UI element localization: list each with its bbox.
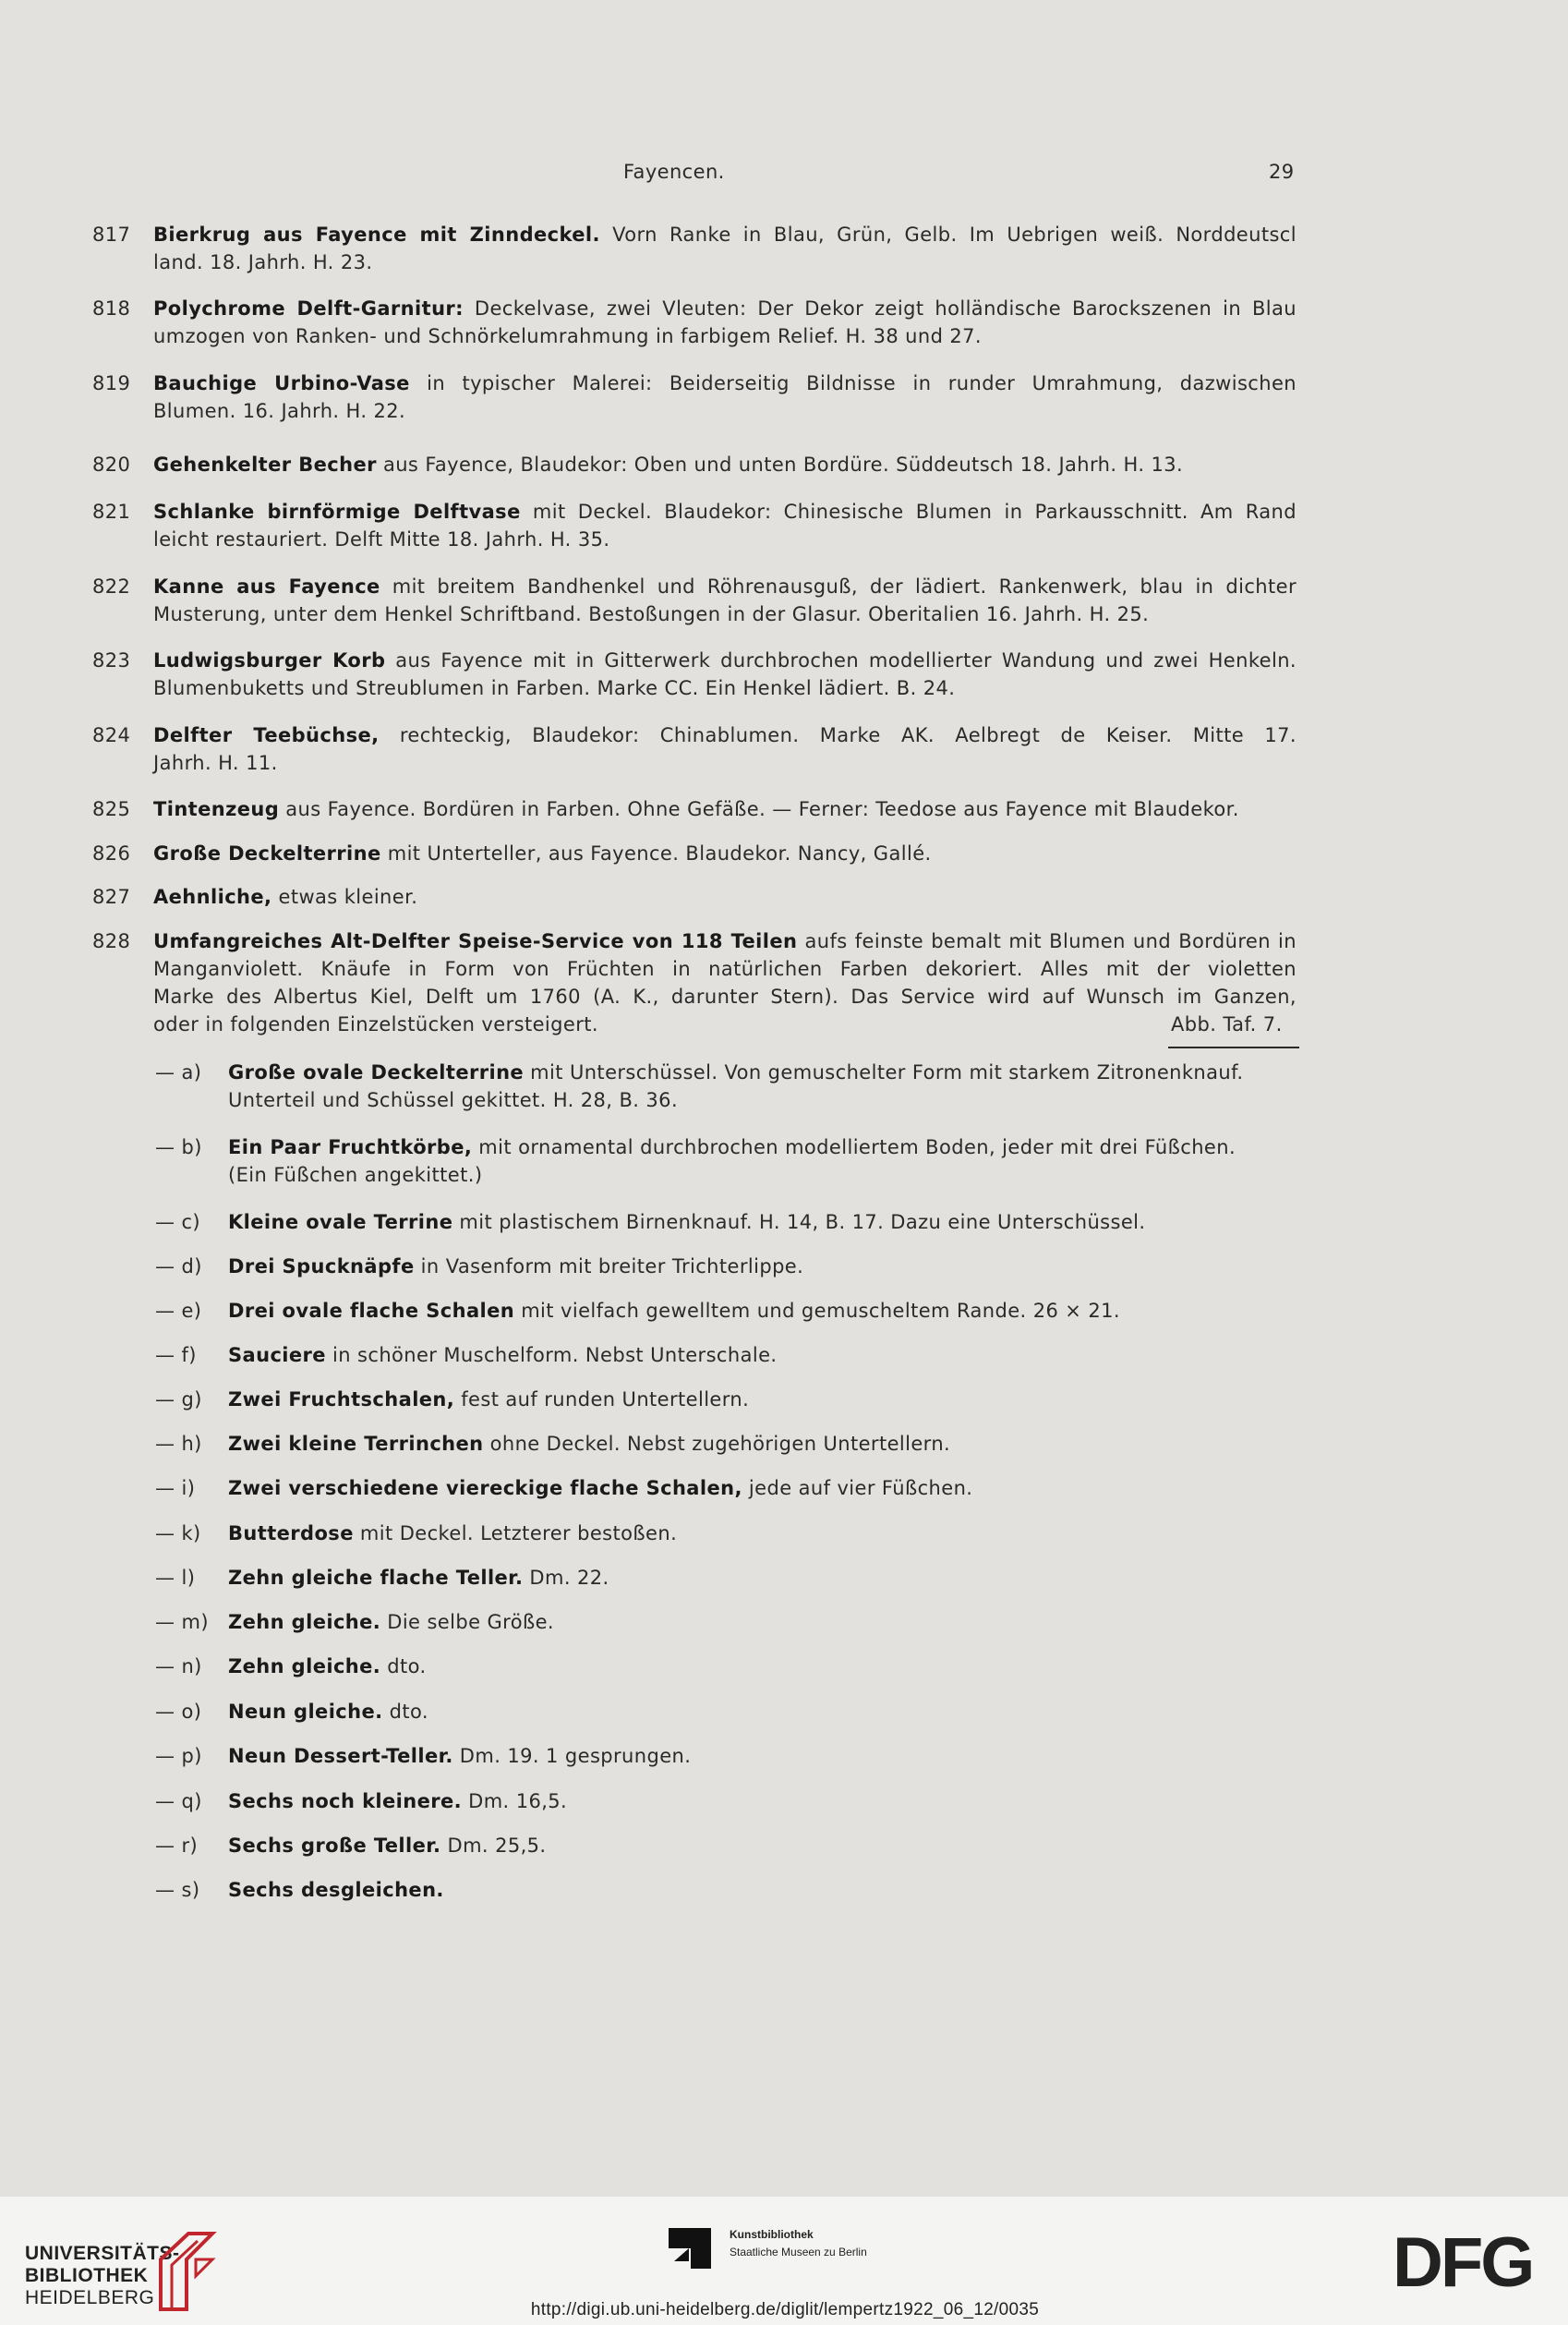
entry-title: Tintenzeug: [153, 798, 280, 820]
kunstbibliothek-title: Kunstbibliothek: [730, 2228, 814, 2241]
entry-title: Bierkrug aus Fayence mit Zinndeckel.: [153, 224, 600, 246]
subitem-marker: — i): [155, 1477, 196, 1499]
kunstbibliothek-logo-icon: [669, 2228, 711, 2269]
entry-description: aus Fayence, Blaudekor: Oben und unten Bordüre. Süddeutsch 18. Jahrh. H. 13.: [376, 454, 1184, 476]
subitem-marker: — c): [155, 1211, 201, 1233]
entry-number: 826: [92, 842, 131, 865]
entry-first-line: [153, 221, 1297, 248]
subitem-marker: — k): [155, 1522, 201, 1544]
entry-first-line: [153, 451, 1183, 478]
subitem-marker: — m): [155, 1611, 209, 1633]
subitem-title: Butterdose: [228, 1522, 354, 1544]
entry-title: Polychrome Delft-Garnitur:: [153, 297, 464, 320]
entry-description: Deckelvase, zwei Vleuten: Der Dekor zeigt holländische Barockszenen in Blau: [463, 297, 1297, 320]
entry-continuation-line: umzogen von Ranken- und Schnörkelumrahmung in farbigem Relief. H. 38 und 27.: [153, 325, 982, 347]
subitem-first-line: [228, 1386, 749, 1413]
entry-description: in typischer Malerei: Beiderseitig Bildnisse in runder Umrahmung, dazwischen: [409, 372, 1297, 394]
entry-title: Gehenkelter Becher: [153, 454, 377, 476]
university-library-city: HEIDELBERG: [25, 2287, 155, 2308]
subitem-description: mit plastischem Birnenknauf. H. 14, B. 17. Dazu eine Unterschüssel.: [452, 1211, 1146, 1233]
entry-number: 828: [92, 930, 131, 952]
subitem-first-line: [228, 1474, 972, 1502]
subitem-title: Zwei kleine Terrinchen: [228, 1433, 484, 1455]
subitem-description: mit Deckel. Letzterer bestoßen.: [353, 1522, 678, 1544]
subitem-continuation-line: Unterteil und Schüssel gekittet. H. 28, B. 36.: [228, 1089, 679, 1111]
subitem-marker: — a): [155, 1061, 202, 1084]
entry-number: 817: [92, 224, 131, 246]
subitem-title: Sechs noch kleinere.: [228, 1790, 463, 1812]
subitem-description: mit Unterschüssel. Von gemuschelter Form mit starkem Zitronenknauf.: [524, 1061, 1244, 1084]
entry-continuation-line: Jahrh. H. 11.: [153, 752, 278, 774]
entry-first-line: [153, 647, 1297, 674]
subitem-description: jede auf vier Füßchen.: [742, 1477, 973, 1499]
entry-description: etwas kleiner.: [271, 886, 418, 908]
source-url-link[interactable]: http://digi.ub.uni-heidelberg.de/diglit/lempertz1922_06_12/0035: [530, 2300, 1040, 2319]
entry-title: Aehnliche,: [153, 886, 272, 908]
subitem-title: Ein Paar Fruchtkörbe,: [228, 1136, 473, 1158]
subitem-description: dto.: [382, 1701, 428, 1723]
entry-number: 823: [92, 649, 131, 672]
entry-continuation-line: Marke des Albertus Kiel, Delft um 1760 (A. K., darunter Stern). Das Service wird auf Wunsch im Ganzen,: [153, 986, 1297, 1008]
entry-first-line: [153, 369, 1297, 397]
entry-continuation-line: Manganviolett. Knäufe in Form von Früchten in natürlichen Farben dekoriert. Alles mit der violetten: [153, 958, 1297, 980]
figure-reference-underline: [1168, 1047, 1299, 1048]
entry-title: Kanne aus Fayence: [153, 575, 380, 598]
subitem-title: Sauciere: [228, 1344, 326, 1366]
subitem-title: Große ovale Deckelterrine: [228, 1061, 525, 1084]
entry-continuation-line: land. 18. Jahrh. H. 23.: [153, 251, 373, 273]
page-number: 29: [1269, 161, 1295, 183]
subitem-first-line: [228, 1698, 428, 1726]
subitem-first-line: [228, 1253, 803, 1280]
entry-first-line: [153, 721, 1297, 749]
entry-continuation-line: oder in folgenden Einzelstücken versteigert.: [153, 1013, 598, 1035]
subitem-first-line: [228, 1564, 609, 1592]
entry-number: 820: [92, 454, 131, 476]
entry-title: Große Deckelterrine: [153, 842, 381, 865]
subitem-title: Zehn gleiche flache Teller.: [228, 1567, 524, 1589]
subitem-title: Sechs desgleichen.: [228, 1879, 444, 1901]
subitem-marker: — s): [155, 1879, 200, 1901]
subitem-first-line: [228, 1832, 547, 1859]
subitem-description: dto.: [380, 1655, 427, 1677]
footer-bar: [0, 2197, 1568, 2325]
subitem-marker: — f): [155, 1344, 197, 1366]
subitem-first-line: [228, 1297, 1120, 1325]
entry-title: Umfangreiches Alt-Delfter Speise-Service von 118 Teilen: [153, 930, 798, 952]
subitem-description: fest auf runden Untertellern.: [454, 1388, 750, 1411]
subitem-description: Dm. 19. 1 gesprungen.: [452, 1745, 692, 1767]
subitem-title: Zehn gleiche.: [228, 1655, 381, 1677]
subitem-marker: — g): [155, 1388, 202, 1411]
entry-title: Ludwigsburger Korb: [153, 649, 386, 672]
entry-number: 818: [92, 297, 131, 320]
subitem-title: Drei ovale flache Schalen: [228, 1300, 515, 1322]
entry-title: Schlanke birnförmige Delftvase: [153, 501, 521, 523]
subitem-description: in schöner Muschelform. Nebst Unterschale.: [325, 1344, 778, 1366]
subitem-title: Neun gleiche.: [228, 1701, 383, 1723]
entry-number: 827: [92, 886, 131, 908]
entry-first-line: [153, 927, 1297, 955]
entry-number: 822: [92, 575, 131, 598]
subitem-marker: — e): [155, 1300, 202, 1322]
subitem-description: Die selbe Größe.: [380, 1611, 554, 1633]
subitem-description: Dm. 25,5.: [440, 1835, 547, 1857]
entry-continuation-line: Blumen. 16. Jahrh. H. 22.: [153, 400, 406, 422]
entry-continuation-line: leicht restauriert. Delft Mitte 18. Jahrh. H. 35.: [153, 528, 610, 551]
entry-first-line: [153, 573, 1297, 600]
entry-description: aus Fayence mit in Gitterwerk durchbrochen modellierter Wandung und zwei Henkeln.: [385, 649, 1297, 672]
subitem-continuation-line: (Ein Füßchen angekittet.): [228, 1164, 483, 1186]
subitem-title: Zwei Fruchtschalen,: [228, 1388, 455, 1411]
subitem-first-line: [228, 1653, 427, 1680]
university-library-name-2: BIBLIOTHEK: [25, 2265, 149, 2286]
subitem-marker: — o): [155, 1701, 202, 1723]
kunstbibliothek-subtitle: Staatliche Museen zu Berlin: [730, 2246, 867, 2258]
subitem-first-line: [228, 1133, 1236, 1161]
subitem-first-line: [228, 1430, 950, 1458]
subitem-marker: — q): [155, 1790, 202, 1812]
subitem-description: ohne Deckel. Nebst zugehörigen Untertellern.: [483, 1433, 951, 1455]
subitem-marker: — h): [155, 1433, 202, 1455]
entry-first-line: [153, 295, 1297, 322]
entry-continuation-line: Blumenbuketts und Streublumen in Farben. Marke CC. Ein Henkel lädiert. B. 24.: [153, 677, 956, 699]
subitem-title: Zehn gleiche.: [228, 1611, 381, 1633]
entry-number: 821: [92, 501, 131, 523]
figure-reference: Abb. Taf. 7.: [1171, 1013, 1283, 1035]
subitem-marker: — l): [155, 1567, 196, 1589]
entry-number: 825: [92, 798, 131, 820]
subitem-marker: — d): [155, 1255, 202, 1278]
subitem-description: Dm. 22.: [523, 1567, 609, 1589]
entry-description: Vorn Ranke in Blau, Grün, Gelb. Im Uebrigen weiß. Norddeutscl: [599, 224, 1297, 246]
entry-continuation-line: Musterung, unter dem Henkel Schriftband. Bestoßungen in der Glasur. Oberitalien 16. Jahrh. H. 25.: [153, 603, 1150, 625]
entry-description: aus Fayence. Bordüren in Farben. Ohne Gefäße. — Ferner: Teedose aus Fayence mit Blaudekor.: [279, 798, 1239, 820]
entry-description: aufs feinste bemalt mit Blumen und Bordüren in: [797, 930, 1297, 952]
entry-description: mit breitem Bandhenkel und Röhrenausguß, der lädiert. Rankenwerk, blau in dichter: [380, 575, 1297, 598]
subitem-title: Kleine ovale Terrine: [228, 1211, 453, 1233]
subitem-title: Sechs große Teller.: [228, 1835, 441, 1857]
subitem-first-line: [228, 1059, 1243, 1086]
subitem-title: Drei Spucknäpfe: [228, 1255, 415, 1278]
subitem-marker: — r): [155, 1835, 199, 1857]
dfg-logo: DFG: [1393, 2223, 1533, 2302]
subitem-first-line: [228, 1787, 567, 1815]
university-library-name: UNIVERSITÄTS-: [25, 2243, 180, 2264]
subitem-first-line: [228, 1208, 1146, 1236]
subitem-first-line: [228, 1520, 677, 1547]
subitem-first-line: [228, 1608, 554, 1636]
entry-description: mit Unterteller, aus Fayence. Blaudekor. Nancy, Gallé.: [380, 842, 932, 865]
entry-description: rechteckig, Blaudekor: Chinablumen. Marke AK. Aelbregt de Keiser. Mitte 17.: [379, 724, 1297, 746]
entry-number: 819: [92, 372, 131, 394]
subitem-title: Zwei verschiedene viereckige flache Schalen,: [228, 1477, 742, 1499]
subitem-marker: — p): [155, 1745, 202, 1767]
heidelberg-logo-icon: [155, 2224, 220, 2317]
subitem-marker: — b): [155, 1136, 202, 1158]
entry-first-line: [153, 498, 1297, 526]
running-header: Fayencen.: [623, 161, 725, 183]
entry-first-line: [153, 883, 417, 911]
subitem-marker: — n): [155, 1655, 202, 1677]
entry-first-line: [153, 795, 1239, 823]
entry-first-line: [153, 840, 932, 867]
subitem-description: mit ornamental durchbrochen modelliertem Boden, jeder mit drei Füßchen.: [472, 1136, 1236, 1158]
entry-number: 824: [92, 724, 131, 746]
subitem-first-line: [228, 1876, 444, 1904]
subitem-title: Neun Dessert-Teller.: [228, 1745, 453, 1767]
subitem-description: in Vasenform mit breiter Trichterlippe.: [414, 1255, 804, 1278]
entry-title: Bauchige Urbino-Vase: [153, 372, 410, 394]
subitem-first-line: [228, 1341, 777, 1369]
subitem-first-line: [228, 1742, 691, 1770]
subitem-description: mit vielfach gewelltem und gemuscheltem Rande. 26 × 21.: [514, 1300, 1120, 1322]
subitem-description: Dm. 16,5.: [462, 1790, 568, 1812]
entry-title: Delfter Teebüchse,: [153, 724, 380, 746]
entry-description: mit Deckel. Blaudekor: Chinesische Blumen in Parkausschnitt. Am Rand: [520, 501, 1297, 523]
